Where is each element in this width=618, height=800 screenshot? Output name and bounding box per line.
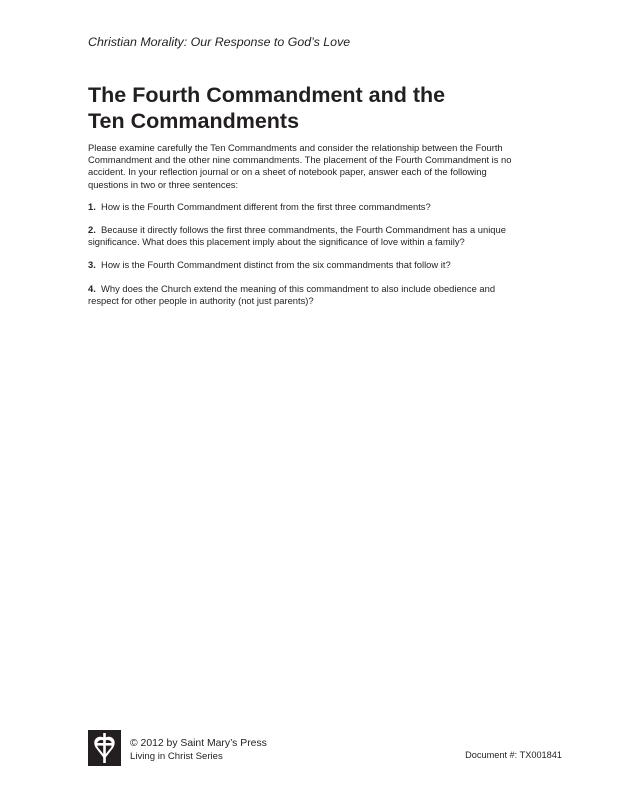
question-text-continued: significance. What does this placement imply about the significance of love within a family?	[88, 236, 465, 248]
footer-publisher	[130, 737, 267, 763]
saint-marys-press-logo-icon	[88, 730, 121, 766]
question-4	[88, 283, 533, 307]
question-line	[88, 201, 533, 213]
page-title-line-2: Ten Commandments	[88, 109, 300, 133]
question-line	[88, 259, 533, 271]
document-number: Document #: TX001841	[465, 750, 562, 760]
question-text-continued: respect for other people in authority (not just parents)?	[88, 294, 314, 306]
series-title: Christian Morality: Our Response to God’s Love	[88, 35, 351, 49]
question-text: How is the Fourth Commandment different from the first three commandments?	[101, 200, 431, 212]
question-text: How is the Fourth Commandment distinct from the six commandments that follow it?	[101, 259, 451, 271]
page-title	[88, 82, 548, 134]
page-title-line-1: The Fourth Commandment and the	[88, 83, 446, 107]
intro-line: Commandment and the other nine commandments. The placement of the Fourth Commandment is no	[88, 154, 512, 166]
intro-line: Please examine carefully the Ten Commandments and consider the relationship between the Fourth	[88, 142, 503, 153]
worksheet-body	[88, 142, 533, 318]
question-number: 2.	[88, 224, 96, 236]
question-number: 1.	[88, 200, 96, 212]
question-text: Why does the Church extend the meaning of this commandment to also include obedience and	[101, 282, 496, 294]
question-text: Because it directly follows the first three commandments, the Fourth Commandment has a unique	[101, 224, 506, 236]
intro-paragraph	[88, 142, 533, 191]
intro-line: questions in two or three sentences:	[88, 178, 239, 190]
question-number: 3.	[88, 259, 96, 271]
question-line	[88, 283, 533, 295]
series-name: Living in Christ Series	[130, 751, 223, 762]
copyright-text: © 2012 by Saint Mary’s Press	[130, 738, 267, 749]
question-number: 4.	[88, 282, 96, 294]
question-2	[88, 224, 533, 248]
question-1	[88, 201, 533, 213]
intro-line: accident. In your reflection journal or on a sheet of notebook paper, answer each of the following	[88, 166, 487, 178]
question-3	[88, 259, 533, 271]
question-line	[88, 224, 533, 236]
